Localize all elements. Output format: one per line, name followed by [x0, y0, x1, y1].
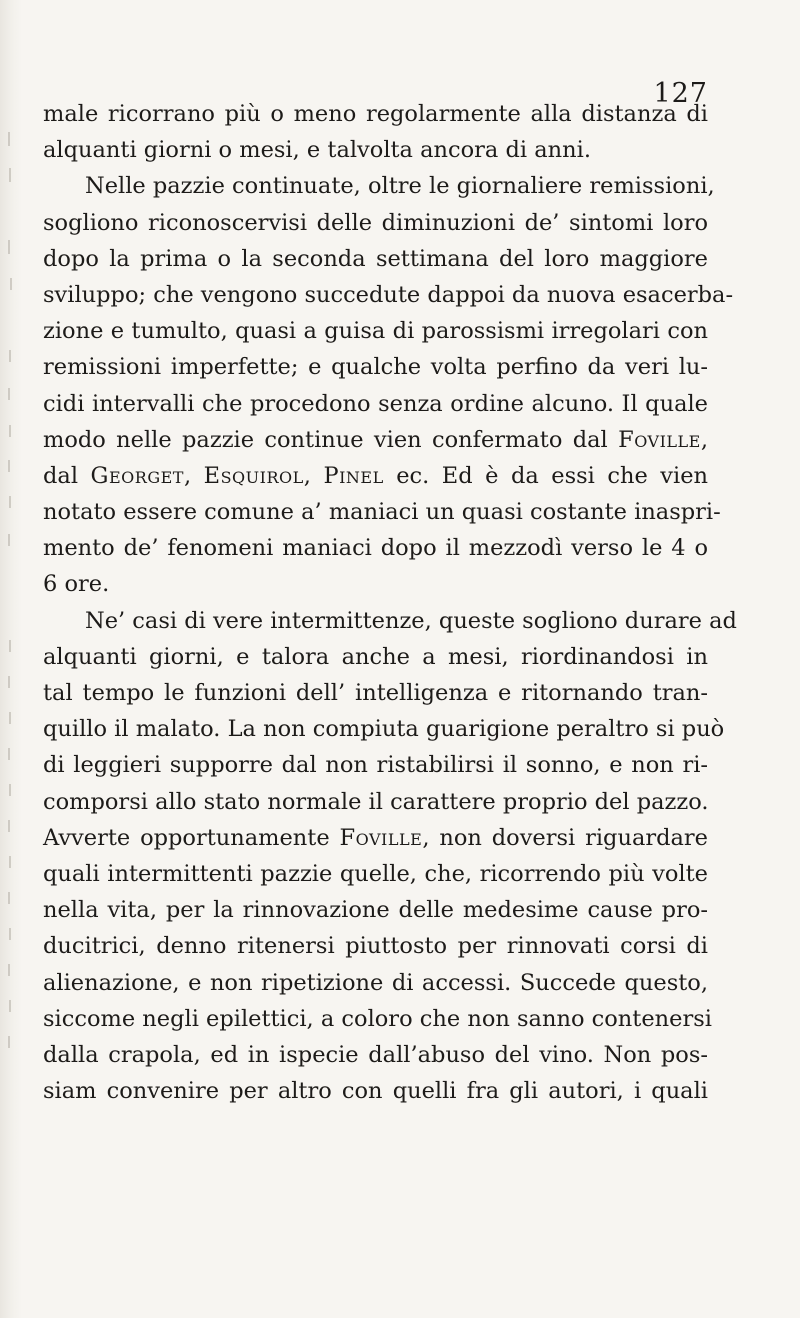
- text-line: [43, 566, 708, 602]
- name-smallcaps: Esquirol: [203, 462, 304, 489]
- text-segment: dopo la prima o la seconda settimana del loro maggiore: [43, 245, 708, 272]
- text-line: [43, 892, 708, 928]
- text-line: [43, 530, 708, 566]
- text-segment: ec. Ed è da essi che vien: [383, 462, 709, 489]
- text-segment: nella vita, per la rinnovazione delle medesime cause pro-: [43, 897, 708, 924]
- text-segment: Avverte opportunamente: [43, 824, 340, 851]
- name-smallcaps: Foville: [339, 824, 423, 851]
- text-line: [43, 1001, 712, 1037]
- text-segment: sogliono riconoscervisi delle diminuzioni de’ sintomi loro: [43, 209, 708, 236]
- text-line: [43, 494, 721, 530]
- text-segment: quali intermittenti pazzie quelle, che, ricorrendo più volte: [43, 860, 708, 887]
- text-segment: sviluppo; che vengono succedute dappoi da nuova esacerba-: [43, 281, 734, 308]
- text-segment: dalla crapola, ed in ispecie dall’abuso del vino. Non pos-: [43, 1041, 708, 1068]
- text-line: [43, 1073, 708, 1109]
- text-segment: alquanti giorni, e talora anche a mesi, riordinandosi in: [43, 643, 708, 670]
- text-segment: comporsi allo stato normale il carattere proprio del pazzo.: [43, 788, 709, 815]
- text-line: [43, 820, 708, 856]
- text-segment: cidi intervalli che procedono senza ordine alcuno. Il quale: [43, 390, 708, 417]
- text-line: [43, 132, 708, 168]
- text-line: [43, 1037, 708, 1073]
- text-segment: alienazione, e non ripetizione di accessi. Succede questo,: [43, 969, 708, 996]
- body-text: [43, 96, 737, 1109]
- text-line: [43, 205, 708, 241]
- text-segment: zione e tumulto, quasi a guisa di parossismi irregolari con: [43, 318, 708, 345]
- text-line: [43, 675, 708, 711]
- name-smallcaps: Foville: [618, 426, 701, 453]
- page-number: 127: [653, 78, 708, 109]
- text-line: [43, 603, 737, 639]
- text-segment: tal tempo le funzioni dell’ intelligenza e ritornando tran-: [43, 680, 708, 706]
- text-segment: ducitrici, denno ritenersi piuttosto per rinnovati corsi di: [43, 933, 708, 960]
- text-line: [43, 313, 708, 349]
- binding-marks: [6, 0, 16, 1318]
- text-segment: alquanti giorni o mesi, e talvolta ancora di anni.: [43, 137, 591, 164]
- text-line: [43, 784, 708, 820]
- text-segment: ,: [700, 426, 709, 453]
- text-line: [43, 96, 708, 132]
- text-segment: , non doversi riguardare: [422, 824, 709, 851]
- name-smallcaps: Georget: [90, 462, 184, 489]
- text-segment: notato essere comune a’ maniaci un quasi costante inaspri-: [43, 499, 721, 526]
- text-segment: remissioni imperfette; e qualche volta perfino da veri lu-: [43, 354, 708, 381]
- text-line: [43, 639, 708, 675]
- text-line: [43, 856, 708, 892]
- text-segment: di leggieri supporre dal non ristabilirsi il sonno, e non ri-: [43, 752, 708, 779]
- text-segment: Nelle pazzie continuate, oltre le giornaliere remissioni,: [85, 173, 715, 200]
- text-segment: Ne’ casi di vere intermittenze, queste sogliono durare ad: [85, 607, 737, 634]
- text-line: [43, 965, 708, 1001]
- text-segment: dal: [43, 462, 91, 489]
- text-line: [43, 422, 708, 458]
- name-smallcaps: Pinel: [323, 462, 384, 489]
- text-line: [43, 241, 708, 277]
- text-segment: modo nelle pazzie continue vien confermato dal: [43, 426, 608, 453]
- text-line: [43, 349, 708, 385]
- text-segment: mento de’ fenomeni maniaci dopo il mezzodì verso le 4 o: [43, 535, 708, 562]
- text-line: [43, 928, 708, 964]
- text-line: [43, 168, 715, 204]
- text-segment: siam convenire per altro con quelli fra gli autori, i quali: [43, 1078, 708, 1105]
- text-segment: male ricorrano più o meno regolarmente alla distanza di: [43, 101, 708, 127]
- text-segment: 6 ore.: [43, 571, 110, 598]
- text-segment: ,: [303, 462, 324, 489]
- text-line: [43, 277, 734, 313]
- text-segment: ,: [183, 462, 204, 489]
- text-line: [43, 458, 708, 494]
- text-line: [43, 386, 708, 422]
- text-line: [43, 711, 725, 747]
- text-line: [43, 747, 708, 783]
- text-segment: siccome negli epilettici, a coloro che non sanno contenersi: [43, 1005, 712, 1032]
- text-segment: quillo il malato. La non compiuta guarigione peraltro si può: [43, 716, 725, 743]
